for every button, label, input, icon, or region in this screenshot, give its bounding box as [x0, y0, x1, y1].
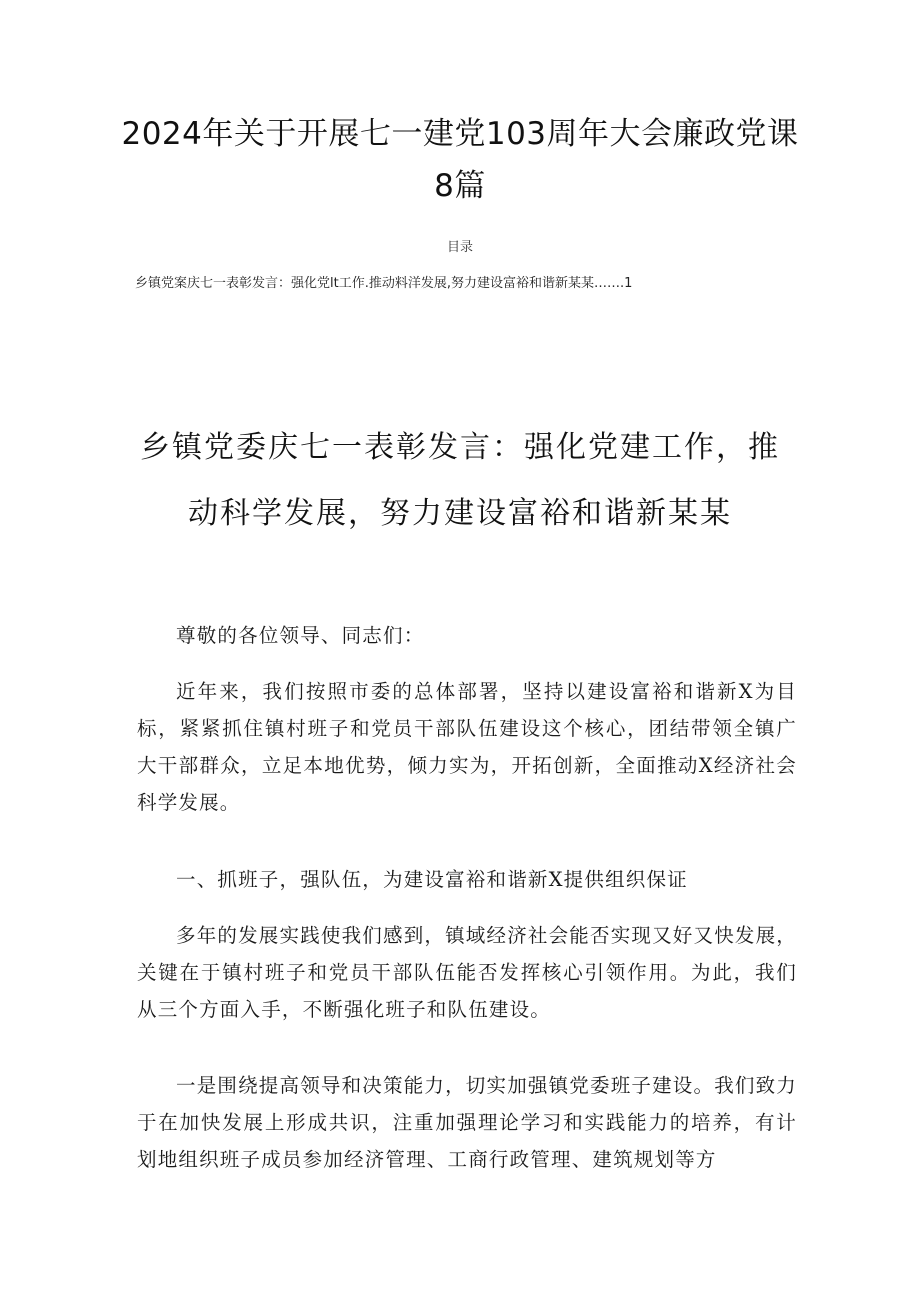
section-title: 乡镇党委庆七一表彰发言：强化党建工作，推动科学发展，努力建设富裕和谐新某某	[140, 430, 780, 531]
salutation-paragraph: 尊敬的各位领导、同志们：	[176, 624, 425, 647]
body-paragraph: 多年的发展实践使我们感到，镇域经济社会能否实现又好又快发展，关键在于镇村班子和党员干部队伍能否发挥核心引领作用。为此，我们从三个方面入手，不断强化班子和队伍建设。	[137, 924, 798, 1021]
subheading-paragraph: 一、抓班子，强队伍，为建设富裕和谐新X提供组织保证	[176, 868, 688, 891]
body-paragraph: 近年来，我们按照市委的总体部署，坚持以建设富裕和谐新X为目标，紧紧抓住镇村班子和党员干部队伍建设这个核心，团结带领全镇广大干部群众，立足本地优势，倾力实为，开拓创新，全面推动X经济社会科学发展。	[137, 680, 797, 814]
document-title: 2024年关于开展七一建党103周年大会廉政党课8篇	[121, 116, 799, 204]
toc-entry[interactable]: 乡镇党案庆七一表彰发言：强化党lt工作.推动料洋发展,努力建设富裕和谐新某某…….1	[135, 276, 633, 291]
body-paragraph: 一是围绕提高领导和决策能力，切实加强镇党委班子建设。我们致力于在加快发展上形成共识，注重加强理论学习和实践能力的培养，有计划地组织班子成员参加经济管理、工商行政管理、建筑规划等方	[137, 1074, 798, 1171]
toc-heading: 目录	[446, 240, 473, 255]
